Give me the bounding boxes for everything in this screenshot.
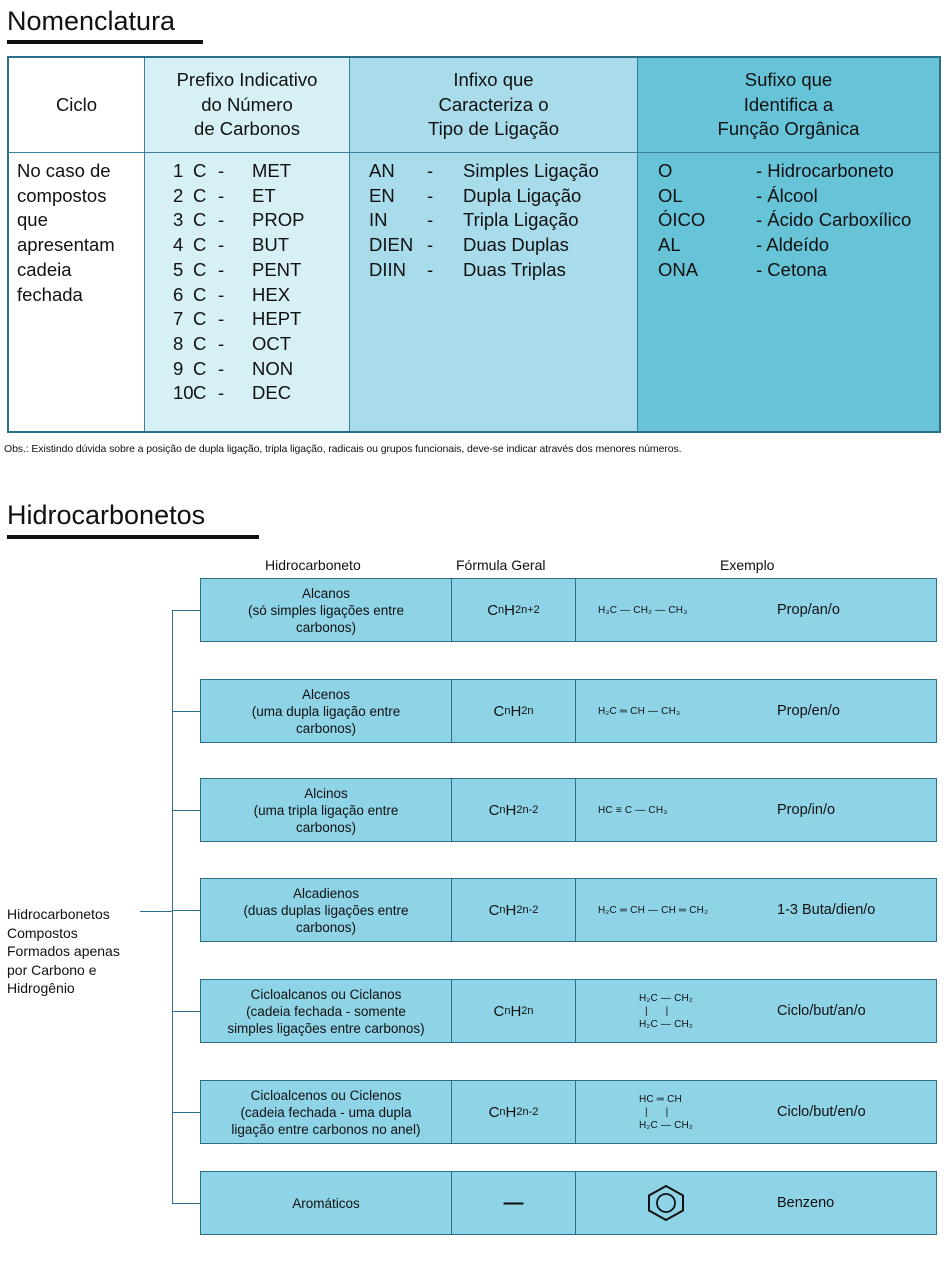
prefix-name: ET	[252, 184, 276, 206]
definition-line: Formados apenas	[7, 943, 120, 959]
hydrocarbon-row	[200, 778, 937, 842]
prefix-number: 3	[173, 209, 184, 231]
title-underline	[7, 535, 259, 539]
name-line: Alcanos	[301, 585, 351, 601]
infix-row	[369, 208, 599, 233]
hydrocarbon-name	[201, 879, 451, 941]
prefix-number: 1	[173, 160, 184, 181]
infix-dash: -	[427, 234, 434, 256]
name-line: carbonos)	[295, 919, 357, 935]
infix-text: Tripla Ligação	[463, 209, 579, 231]
tree-branch	[172, 1011, 200, 1012]
infix-row	[369, 258, 599, 283]
title-underline	[7, 40, 203, 44]
section-title-hidrocarbonetos: Hidrocarbonetos	[7, 500, 206, 530]
ciclo-line: fechada	[17, 283, 83, 305]
hydrocarbon-row	[200, 578, 937, 642]
general-formula: C n H 2n	[493, 1002, 534, 1020]
name-line: ligação entre carbonos no anel)	[231, 1121, 421, 1137]
column-divider	[451, 579, 452, 641]
hydrocarbon-name	[201, 1081, 451, 1143]
prefix-dash: -	[218, 234, 225, 256]
column-infixo	[350, 58, 638, 431]
ciclo-line: No caso de	[17, 160, 111, 181]
prefix-dash: -	[218, 184, 225, 206]
header-line: Função Orgânica	[717, 118, 860, 139]
general-formula: C n H 2n	[493, 702, 534, 720]
ciclo-line: cadeia	[17, 258, 72, 280]
suffix-row	[658, 159, 911, 184]
general-formula: C n H 2n-2	[488, 901, 539, 919]
definition-line: Compostos	[7, 924, 78, 941]
example-structure: H₂C ═ CH — CH ═ CH₂	[598, 904, 709, 916]
hydrocarbon-name	[201, 779, 451, 841]
hydrocarbon-row	[200, 1171, 937, 1235]
infix-text: Duas Triplas	[463, 258, 566, 280]
example-name: Prop/in/o	[777, 802, 836, 818]
infix-row	[369, 233, 599, 258]
name-line: simples ligações entre carbonos)	[227, 1020, 425, 1036]
general-formula: C n H 2n-2	[488, 801, 539, 819]
prefix-number: 10	[173, 382, 194, 404]
prefix-row	[173, 283, 304, 308]
example-name: Prop/an/o	[777, 602, 840, 618]
header-divider	[9, 152, 939, 153]
hydrocarbon-name	[201, 980, 451, 1042]
prefix-carbon: C	[193, 332, 207, 354]
header-sufixo	[638, 68, 939, 142]
infix-code: EN	[369, 184, 395, 206]
header-line: Identifica a	[743, 93, 834, 115]
prefix-dash: -	[218, 258, 225, 280]
suffix-code: AL	[658, 234, 681, 256]
name-line: (uma tripla ligação entre	[253, 802, 399, 818]
prefix-dash: -	[218, 283, 225, 305]
column-divider	[575, 1081, 576, 1143]
name-line: Cicloalcanos ou Ciclanos	[250, 986, 402, 1002]
obs-note: Obs.: Existindo dúvida sobre a posição de dupla ligação, tripla ligação, radicais ou grupos funcionais, deve-se indicar através dos menores números.	[4, 443, 682, 455]
tree-branch	[172, 810, 200, 811]
header-line: de Carbonos	[194, 118, 300, 139]
prefix-carbon: C	[193, 258, 207, 280]
prefix-name: HEPT	[252, 308, 302, 330]
prefix-number: 7	[173, 308, 184, 330]
suffix-text: - Álcool	[756, 184, 818, 206]
suffix-row	[658, 233, 911, 258]
example-structure: H₃C — CH₂ — CH₃	[598, 604, 688, 616]
prefix-name: PROP	[252, 209, 305, 231]
hydrocarbon-name	[201, 579, 451, 641]
column-divider	[451, 1081, 452, 1143]
infix-code: DIEN	[369, 234, 414, 256]
infix-text: Dupla Ligação	[463, 184, 582, 206]
column-sufixo	[638, 58, 939, 431]
col-header-exemplo: Exemplo	[720, 557, 775, 573]
header-line: Tipo de Ligação	[428, 118, 559, 139]
suffix-text: - Aldeído	[756, 234, 830, 256]
nomenclatura-table	[7, 56, 941, 433]
prefix-carbon: C	[193, 160, 207, 181]
definition-line: Hidrogênio	[7, 980, 75, 996]
header-line: Infixo que	[453, 69, 534, 90]
header-line: Prefixo Indicativo	[176, 69, 318, 90]
prefix-name: NON	[252, 357, 294, 379]
prefix-name: DEC	[252, 382, 292, 404]
name-line: carbonos)	[295, 619, 357, 635]
infix-code: AN	[369, 160, 395, 181]
prefix-carbon: C	[193, 234, 207, 256]
infix-dash: -	[427, 209, 434, 231]
infix-row	[369, 159, 599, 184]
ciclo-text	[17, 159, 115, 307]
example-name: Ciclo/but/an/o	[777, 1003, 866, 1019]
prefix-name: MET	[252, 160, 292, 181]
infix-list	[369, 159, 599, 283]
hydrocarbon-name	[201, 1172, 451, 1234]
suffix-row	[658, 258, 911, 283]
prefix-number: 6	[173, 283, 184, 305]
header-line: Caracteriza o	[438, 93, 549, 115]
name-line: (cadeia fechada - uma dupla	[240, 1104, 412, 1120]
suffix-list	[658, 159, 911, 283]
column-divider	[451, 879, 452, 941]
column-divider	[575, 680, 576, 742]
infix-row	[369, 184, 599, 209]
name-line: carbonos)	[295, 720, 357, 736]
col-header-hidrocarboneto: Hidrocarboneto	[265, 557, 361, 573]
hydrocarbon-row	[200, 679, 937, 743]
suffix-row	[658, 208, 911, 233]
prefix-name: OCT	[252, 332, 292, 354]
definition-line: por Carbono e	[7, 961, 97, 978]
column-divider	[451, 980, 452, 1042]
hydrocarbon-row	[200, 979, 937, 1043]
infix-dash: -	[427, 160, 434, 181]
name-line: (duas duplas ligações entre	[243, 902, 409, 918]
name-line: (uma dupla ligação entre	[251, 703, 401, 719]
suffix-text: - Ácido Carboxílico	[756, 209, 912, 231]
prefix-row	[173, 332, 304, 357]
infix-text: Duas Duplas	[463, 234, 569, 256]
hidrocarbonetos-definition	[7, 905, 120, 998]
benzene-ring-icon	[644, 1183, 688, 1223]
suffix-text: - Cetona	[756, 258, 827, 280]
prefix-number: 2	[173, 184, 184, 206]
suffix-text: - Hidrocarboneto	[756, 160, 894, 181]
prefix-dash: -	[218, 209, 225, 231]
prefix-carbon: C	[193, 184, 207, 206]
tree-connector	[172, 911, 173, 1203]
example-name: Prop/en/o	[777, 703, 840, 719]
header-line: do Número	[201, 93, 293, 115]
example-structure: HC ═ CH | | H₂C — CH₂	[638, 1093, 693, 1131]
column-divider	[451, 779, 452, 841]
prefix-dash: -	[218, 382, 225, 404]
tree-branch	[172, 1112, 200, 1113]
general-formula: C n H 2n-2	[488, 1103, 539, 1121]
prefix-row	[173, 233, 304, 258]
prefix-dash: -	[218, 357, 225, 379]
section-title-nomenclatura: Nomenclatura	[7, 6, 176, 36]
example-name: 1-3 Buta/dien/o	[777, 902, 876, 918]
ciclo-line: que	[17, 209, 48, 231]
infix-dash: -	[427, 258, 434, 280]
prefix-carbon: C	[193, 357, 207, 379]
name-line: Alcadienos	[292, 885, 360, 901]
prefix-carbon: C	[193, 308, 207, 330]
example-structure: H₂C — CH₂ | | H₂C — CH₂	[638, 992, 693, 1030]
header-line: Sufixo que	[744, 69, 833, 90]
example-name: Benzeno	[777, 1195, 835, 1211]
prefix-name: HEX	[252, 283, 291, 305]
column-prefixo	[145, 58, 350, 431]
prefix-number: 4	[173, 234, 184, 256]
col-header-formula: Fórmula Geral	[456, 557, 546, 573]
prefix-name: PENT	[252, 258, 302, 280]
prefix-number: 8	[173, 332, 184, 354]
header-ciclo: Ciclo	[55, 94, 98, 115]
prefix-number: 9	[173, 357, 184, 379]
ciclo-line: apresentam	[17, 234, 115, 256]
prefix-number: 5	[173, 258, 184, 280]
tree-branch	[172, 711, 200, 712]
prefix-row	[173, 208, 304, 233]
prefix-row	[173, 159, 304, 184]
name-line: (cadeia fechada - somente	[246, 1003, 406, 1019]
name-line: Alcinos	[304, 785, 348, 801]
tree-branch	[172, 610, 200, 611]
suffix-code: OL	[658, 184, 683, 206]
header-infixo	[350, 68, 637, 142]
suffix-row	[658, 184, 911, 209]
prefix-row	[173, 357, 304, 382]
prefix-name: BUT	[252, 234, 289, 256]
prefix-carbon: C	[193, 283, 207, 305]
prefix-dash: -	[218, 160, 225, 181]
header-prefixo	[145, 68, 349, 142]
prefix-carbon: C	[193, 382, 207, 404]
name-line: Cicloalcenos ou Ciclenos	[250, 1087, 402, 1103]
infix-text: Simples Ligação	[463, 160, 599, 181]
example-structure	[576, 1172, 756, 1234]
definition-line: Hidrocarbonetos	[7, 906, 110, 922]
name-line: Alcenos	[301, 686, 351, 702]
hydrocarbon-row	[200, 878, 937, 942]
tree-connector	[172, 611, 173, 911]
column-divider	[575, 980, 576, 1042]
column-divider	[575, 1172, 576, 1234]
prefix-row	[173, 184, 304, 209]
column-divider	[451, 1172, 452, 1234]
suffix-code: ONA	[658, 258, 699, 280]
column-divider	[575, 879, 576, 941]
prefix-dash: -	[218, 332, 225, 354]
prefix-list	[173, 159, 304, 406]
tree-branch	[140, 911, 173, 912]
column-divider	[575, 779, 576, 841]
prefix-dash: -	[218, 308, 225, 330]
prefix-row	[173, 258, 304, 283]
example-name: Ciclo/but/en/o	[777, 1104, 866, 1120]
suffix-code: ÓICO	[658, 209, 706, 231]
column-divider	[575, 579, 576, 641]
tree-branch	[172, 1203, 200, 1204]
infix-code: IN	[369, 209, 388, 231]
name-line: Aromáticos	[292, 1195, 360, 1211]
example-structure: HC ≡ C — CH₃	[598, 804, 668, 816]
name-line: (só simples ligações entre	[247, 602, 405, 618]
general-formula: —	[503, 1191, 524, 1214]
prefix-carbon: C	[193, 209, 207, 231]
example-structure: H₂C ═ CH — CH₃	[598, 705, 681, 717]
hydrocarbon-row	[200, 1080, 937, 1144]
tree-branch	[172, 910, 200, 911]
infix-code: DIIN	[369, 258, 406, 280]
infix-dash: -	[427, 184, 434, 206]
column-divider	[451, 680, 452, 742]
ciclo-line: compostos	[17, 184, 107, 206]
suffix-code: O	[658, 160, 673, 181]
prefix-row	[173, 307, 304, 332]
name-line: carbonos)	[295, 819, 357, 835]
prefix-row	[173, 381, 304, 406]
column-ciclo	[9, 58, 145, 431]
hydrocarbon-name	[201, 680, 451, 742]
general-formula: C n H 2n+2	[487, 601, 540, 619]
